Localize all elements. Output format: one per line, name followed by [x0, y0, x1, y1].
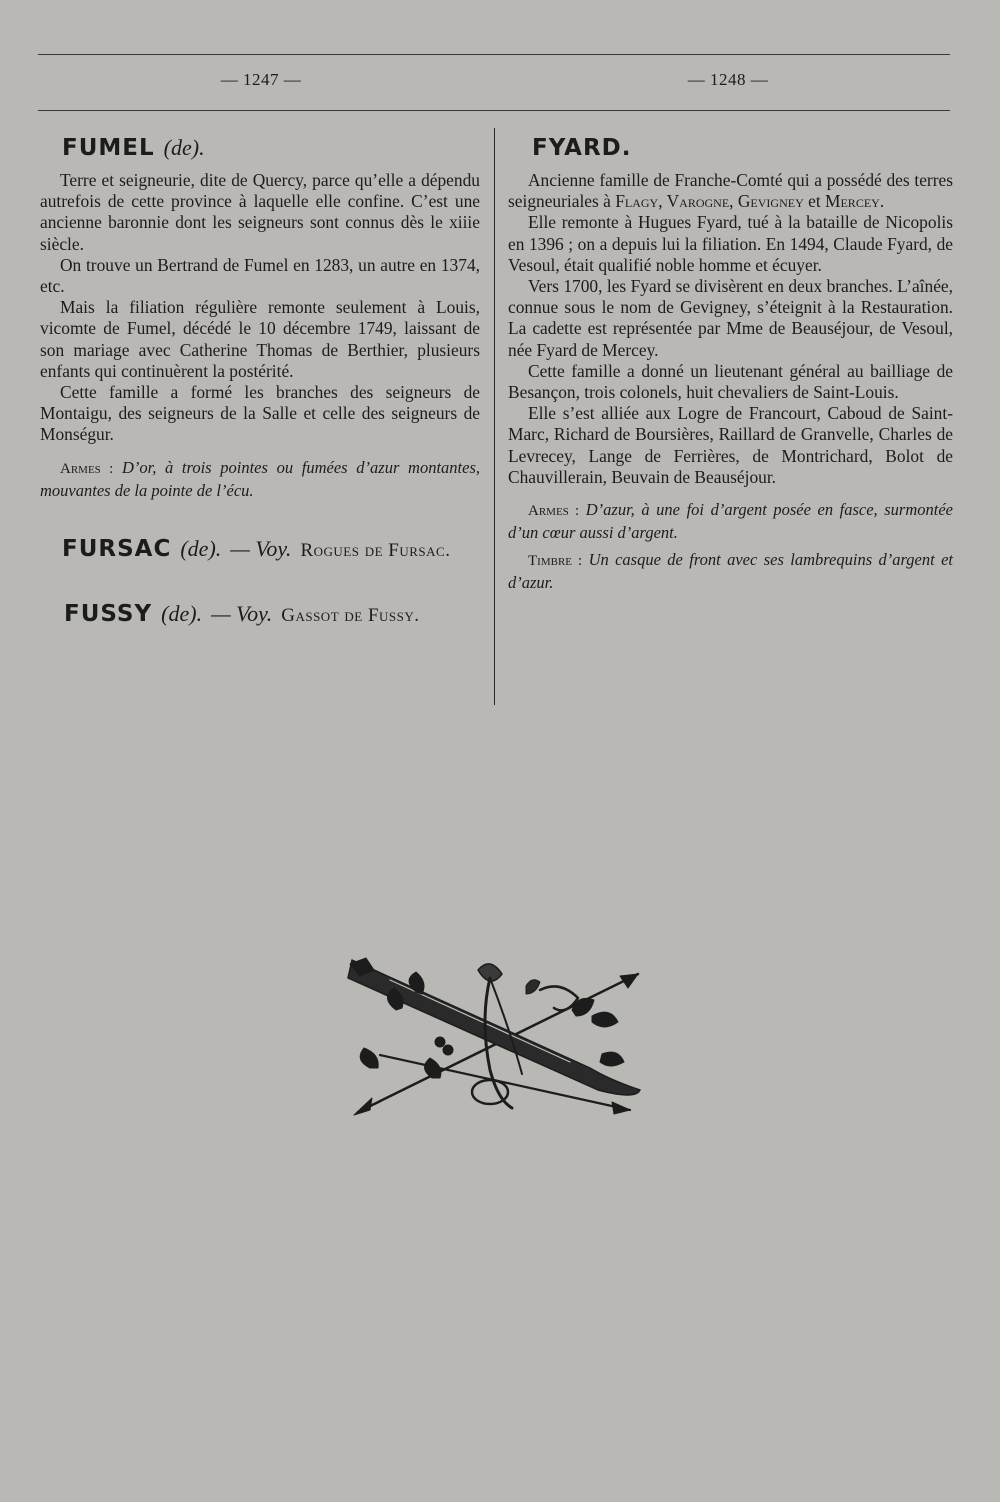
fumel-paragraph: Terre et seigneurie, dite de Quercy, parce qu’elle a dépendu autrefois de cette province à laquelle elle confine. C’est une ancienne baronnie dont les seigneurs sont connus dès le xiiie siècle. — [40, 170, 480, 254]
fyard-arms: Armes : D’azur, à une foi d’argent posée en fasce, surmontée d’un cœur aussi d’argent. — [508, 500, 953, 543]
left-column — [40, 133, 480, 631]
page-number-right: — 1248 — — [687, 70, 769, 89]
page-number-left: — 1247 — — [220, 70, 302, 89]
column-divider — [494, 128, 495, 705]
top-rule — [38, 54, 950, 55]
cross-reference: Gassot de Fussy. — [281, 604, 420, 626]
fyard-paragraph: Vers 1700, les Fyard se divisèrent en deux branches. L’aînée, connue sous le nom de Gevigney, s’éteignit à la Restauration. La cadette est représentée par Mme de Beauséjour, de Vesoul, née Fyard de Mercey. — [508, 276, 953, 360]
entry-title-fumel: FUMEL (de). — [62, 135, 205, 161]
entry-title-fussy: FUSSY (de). — Voy. Gassot de Fussy. — [64, 600, 420, 627]
fumel-paragraph: Cette famille a formé les branches des seigneurs de Montaigu, des seigneurs de la Salle et celle des seigneurs de Monségur. — [40, 382, 480, 445]
fyard-timbre: Timbre : Un casque de front avec ses lambrequins d’argent et d’azur. — [508, 550, 954, 593]
decorative-vignette-icon — [340, 950, 670, 1130]
fyard-paragraph: Elle remonte à Hugues Fyard, tué à la bataille de Nicopolis en 1396 ; on a depuis lui la filiation. En 1494, Claude Fyard, de Vesoul, était qualifié noble homme et écuyer. — [508, 212, 953, 275]
fyard-paragraph: Elle s’est alliée aux Logre de Francourt, Caboud de Saint-Marc, Richard de Boursières, Raillard de Granvelle, Charles de Levrecey, Lange de Ferrières, de Montrichard, Bolot de Chauvillerain, Beuvain de Beauséjour. — [508, 403, 953, 487]
fyard-paragraph: Ancienne famille de Franche-Comté qui a possédé des terres seigneuriales à Flagy, Varogne, Gevigney et Mercey. — [508, 170, 953, 212]
fumel-paragraph: On trouve un Bertrand de Fumel en 1283, un autre en 1374, etc. — [40, 254, 480, 297]
fyard-paragraph: Cette famille a donné un lieutenant général au bailliage de Besançon, trois colonels, huit chevaliers de Saint-Louis. — [508, 360, 953, 403]
cross-reference: Rogues de Fursac. — [300, 539, 451, 561]
header-rule — [38, 110, 950, 111]
entry-title-fursac: FURSAC (de). — Voy. Rogues de Fursac. — [62, 535, 451, 562]
fumel-paragraph: Mais la filiation régulière remonte seulement à Louis, vicomte de Fumel, décédé le 10 décembre 1749, laissant de son mariage avec Catherine Thomas de Berthier, plusieurs enfants qui continuèrent la postérité. — [40, 297, 480, 381]
entry-title-fyard: FYARD. — [532, 135, 632, 161]
right-column — [508, 133, 953, 593]
fumel-arms: Armes : D’or, à trois pointes ou fumées d’azur montantes, mouvantes de la pointe de l’écu. — [40, 457, 480, 500]
